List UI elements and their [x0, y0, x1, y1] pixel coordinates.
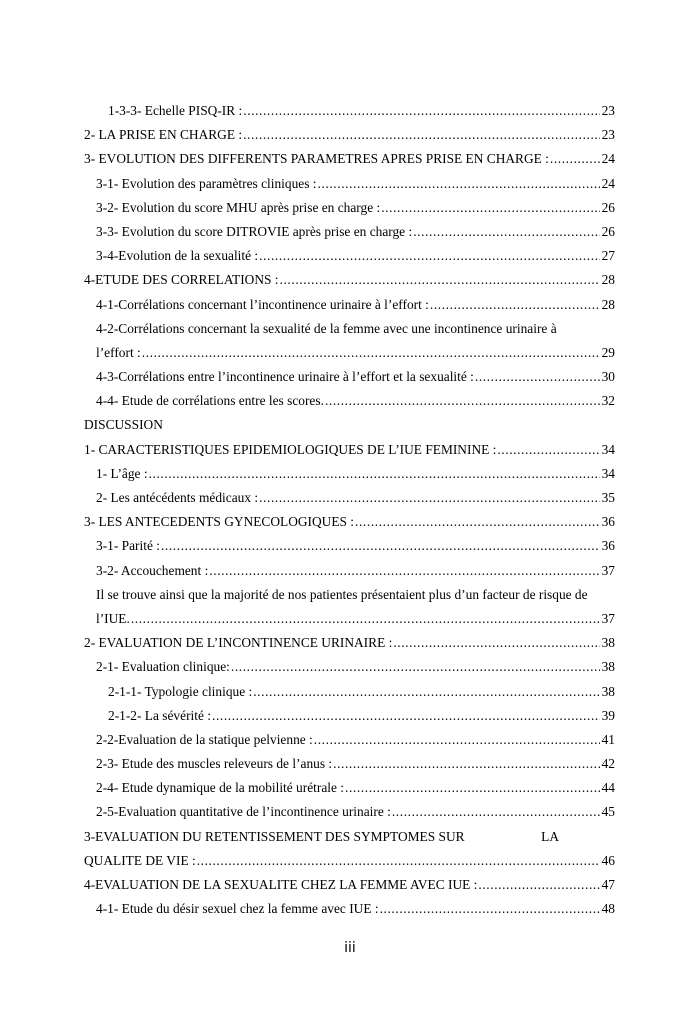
toc-entry-page: 38 [601, 635, 615, 651]
toc-heading-title: DISCUSSION [84, 417, 163, 433]
toc-entry-page: 28 [601, 272, 615, 288]
toc-entry [84, 389, 615, 413]
toc-entry [84, 172, 615, 196]
toc-entry-title: 4-4- Etude de corrélations entre les scores. [96, 393, 324, 409]
toc-leader [314, 728, 600, 752]
toc-entry-title: l’IUE. [96, 610, 130, 626]
toc-entry-title: 2-3- Etude des muscles releveurs de l’anus : [96, 756, 333, 772]
toc-entry [84, 631, 615, 655]
toc-leader [259, 486, 600, 510]
toc-entry-title: 3-EVALUATION DU RETENTISSEMENT DES SYMPTOMES SUR [84, 828, 465, 844]
toc-entry-page: 48 [601, 901, 615, 917]
toc-entry [84, 534, 615, 558]
toc-entry-page: 45 [601, 804, 615, 820]
toc-entry-continuation [84, 341, 615, 365]
toc-entry-title: 2-4- Etude dynamique de la mobilité urétrale : [96, 780, 345, 796]
toc-entry [84, 365, 615, 389]
toc-leader [149, 462, 600, 486]
toc-entry [84, 268, 615, 292]
toc-leader [253, 680, 599, 704]
toc-entry-continuation [84, 607, 615, 631]
toc-entry-title: 4-2-Corrélations concernant la sexualité de la femme avec une incontinence urinaire à [96, 320, 557, 336]
toc-entry-title: 2-1- Evaluation clinique: [96, 659, 230, 675]
toc-entry-title: 4-EVALUATION DE LA SEXUALITE CHEZ LA FEMME AVEC IUE : [84, 877, 478, 892]
toc-entry-page: 28 [601, 296, 615, 312]
toc-leader [497, 438, 599, 462]
toc-entry-wrapped [84, 317, 615, 341]
toc-entry [84, 704, 615, 728]
toc-entry-title: 4-1- Etude du désir sexuel chez la femme avec IUE : [96, 901, 379, 917]
toc-entry [84, 728, 615, 752]
toc-entry [84, 244, 615, 268]
toc-leader [259, 244, 599, 268]
toc-entry-title: 2-5-Evaluation quantitative de l’incontinence urinaire : [96, 804, 391, 820]
toc-entry-title: 2- EVALUATION DE L’INCONTINENCE URINAIRE : [84, 635, 393, 651]
toc-entry-title: Il se trouve ainsi que la majorité de nos patientes présentaient plus d’un facteur de risque de [96, 586, 588, 602]
toc-entry [84, 123, 615, 147]
toc-entry-title-tail: LA [541, 828, 559, 844]
toc-leader [161, 534, 600, 558]
toc-entry [84, 559, 615, 583]
toc-leader [392, 800, 600, 824]
toc-entry [84, 486, 615, 510]
toc-entry-page: 34 [601, 465, 615, 481]
toc-leader [243, 123, 600, 147]
toc-entry-title: 3- LES ANTECEDENTS GYNECOLOGIQUES : [84, 514, 355, 530]
toc-leader [280, 268, 600, 292]
toc-entry-title: l’effort : [96, 344, 141, 360]
toc-entry-page: 24 [601, 175, 615, 191]
toc-entry-page: 24 [601, 151, 615, 167]
toc-entry [84, 655, 615, 679]
toc-leader [142, 341, 600, 365]
toc-entry-title: 2-1-1- Typologie clinique : [108, 683, 253, 699]
toc-entry-page: 30 [601, 369, 615, 385]
toc-entry-title: 4-3-Corrélations entre l’incontinence urinaire à l’effort et la sexualité : [96, 369, 474, 385]
toc-entry [84, 510, 615, 534]
toc-entry-page: 42 [601, 756, 615, 772]
toc-entry-page: 35 [601, 490, 615, 505]
toc-entry-page: 36 [601, 538, 615, 554]
toc-entry [84, 752, 615, 776]
toc-entry-page: 38 [601, 659, 615, 675]
toc-entry-title: 3-3- Evolution du score DITROVIE après prise en charge : [96, 223, 413, 239]
toc-leader [413, 220, 599, 244]
toc-leader [355, 510, 600, 534]
toc-entry-title: 2- Les antécédents médicaux : [96, 490, 259, 505]
toc-section-heading [84, 413, 615, 437]
toc-entry-page: 44 [601, 780, 615, 796]
toc-leader [212, 704, 600, 728]
toc-entry-page: 39 [601, 707, 615, 723]
toc-entry-page: 37 [601, 562, 615, 578]
toc-leader [475, 365, 600, 389]
toc-entry [84, 873, 615, 897]
toc-entry-title: 3-2- Evolution du score MHU après prise en charge : [96, 199, 381, 215]
toc-entry-page: 23 [601, 103, 615, 118]
toc-entry [84, 147, 615, 171]
toc-entry-page: 34 [601, 441, 615, 457]
toc-leader [209, 559, 599, 583]
toc-entry-page: 37 [601, 610, 615, 626]
toc-leader [243, 99, 599, 123]
toc-entry-page: 41 [601, 731, 615, 747]
toc-entry-title: 3-4-Evolution de la sexualité : [96, 248, 259, 264]
toc-entry [84, 897, 615, 921]
toc-leader [231, 655, 600, 679]
toc-leader [345, 776, 600, 800]
toc-entry-page: 27 [601, 248, 615, 264]
toc-entry-page: 36 [601, 514, 615, 530]
toc-entry-continuation [84, 849, 615, 873]
toc-entry-title: 3-1- Parité : [96, 538, 160, 554]
toc-entry-title: 2- LA PRISE EN CHARGE : [84, 127, 243, 143]
toc-leader [381, 196, 599, 220]
toc-entry-title: QUALITE DE VIE : [84, 852, 196, 868]
toc-leader [393, 631, 599, 655]
toc-entry [84, 776, 615, 800]
toc-entry-title: 4-ETUDE DES CORRELATIONS : [84, 272, 279, 288]
toc-entry [84, 438, 615, 462]
toc-leader [478, 873, 599, 897]
toc-entry-page: 26 [601, 199, 615, 215]
toc-entry-title: 4-1-Corrélations concernant l’incontinence urinaire à l’effort : [96, 296, 429, 312]
toc-entry-wrapped [84, 825, 615, 849]
toc-leader [380, 897, 600, 921]
table-of-contents [84, 99, 615, 921]
toc-entry-page: 23 [601, 127, 615, 143]
toc-entry-title: 3-2- Accouchement : [96, 562, 209, 578]
toc-entry [84, 220, 615, 244]
toc-entry-page: 46 [601, 852, 615, 868]
toc-entry-title: 3- EVOLUTION DES DIFFERENTS PARAMETRES APRES PRISE EN CHARGE : [84, 151, 549, 167]
toc-entry-title: 1- L’âge : [96, 465, 148, 481]
toc-entry-page: 32 [601, 393, 615, 409]
toc-entry [84, 293, 615, 317]
toc-leader [325, 389, 600, 413]
toc-entry [84, 800, 615, 824]
toc-entry [84, 680, 615, 704]
toc-entry-title: 1-3-3- Echelle PISQ-IR : [108, 103, 243, 118]
toc-entry-title: 2-1-2- La sévérité : [108, 707, 211, 723]
toc-leader [318, 172, 600, 196]
toc-entry-title: 3-1- Evolution des paramètres cliniques : [96, 175, 317, 191]
toc-entry [84, 462, 615, 486]
toc-leader [197, 849, 600, 873]
toc-entry [84, 196, 615, 220]
page-number: iii [344, 940, 356, 956]
toc-leader [430, 293, 600, 317]
toc-entry-page: 26 [601, 223, 615, 239]
toc-entry [84, 99, 615, 123]
toc-leader [131, 607, 600, 631]
toc-entry-title: 2-2-Evaluation de la statique pelvienne : [96, 731, 313, 747]
toc-entry-wrapped [84, 583, 615, 607]
toc-leader [550, 147, 600, 171]
toc-entry-page: 29 [601, 344, 615, 360]
toc-entry-title: 1- CARACTERISTIQUES EPIDEMIOLOGIQUES DE L’IUE FEMININE : [84, 441, 497, 457]
toc-entry-page: 38 [601, 683, 615, 699]
toc-entry-page: 47 [601, 877, 615, 892]
toc-leader [333, 752, 599, 776]
